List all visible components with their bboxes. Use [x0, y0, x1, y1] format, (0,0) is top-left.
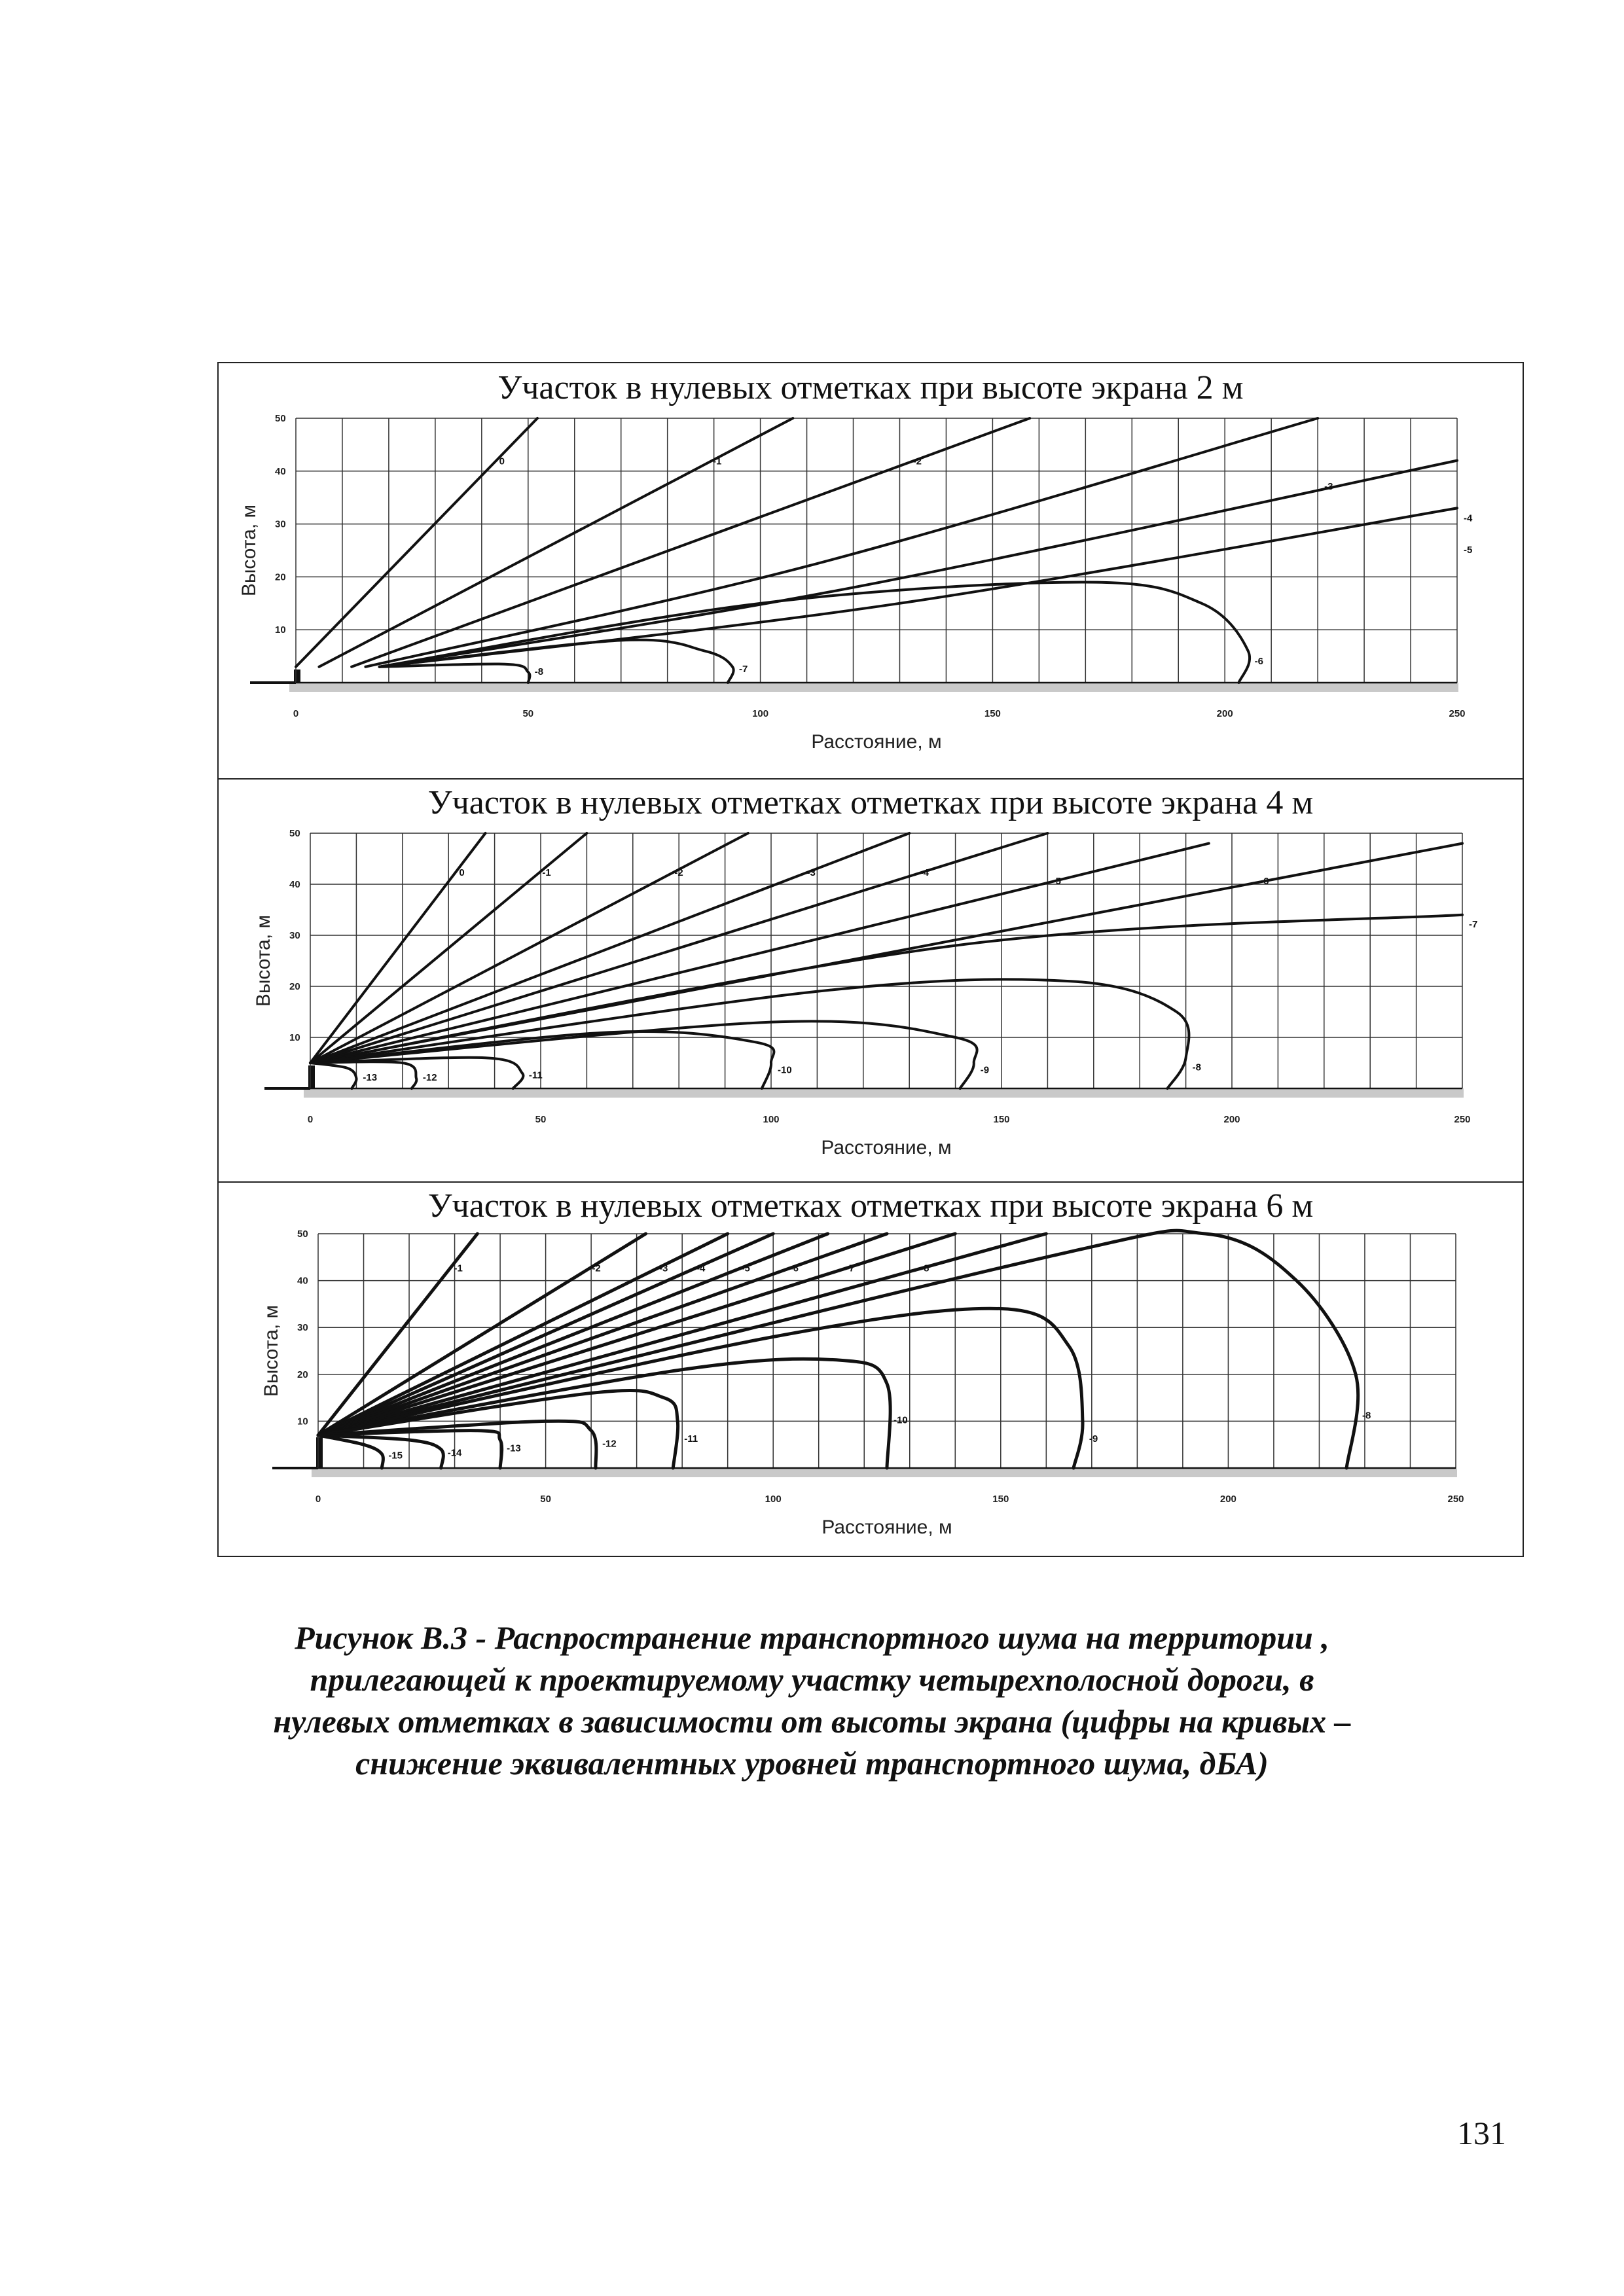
curve-label: -10	[893, 1414, 908, 1426]
series-curve	[380, 461, 1457, 667]
ground-band	[304, 1088, 1464, 1098]
x-tick-label: 0	[293, 708, 299, 719]
curve-label: -8	[534, 666, 544, 677]
series-curve	[318, 1435, 383, 1468]
x-tick-label: 0	[307, 1114, 314, 1125]
caption-line: снижение эквивалентных уровней транспортного шума, дБА)	[355, 1745, 1269, 1782]
curve-label: -2	[592, 1263, 601, 1274]
curve-label: -7	[1469, 919, 1478, 931]
y-tick-label: 20	[297, 1369, 308, 1380]
figure-caption	[196, 1617, 1428, 1784]
chart-panel-6m	[219, 1181, 1523, 1556]
curve-label: -5	[1464, 545, 1473, 556]
curve-label: -3	[659, 1263, 668, 1274]
chart-panel-2m	[219, 363, 1523, 778]
curve-label: -10	[778, 1064, 792, 1076]
curve-label: -13	[363, 1072, 378, 1084]
curve-label: -11	[684, 1433, 698, 1445]
y-axis-label: Высота, м	[253, 914, 274, 1007]
x-tick-label: 150	[993, 1114, 1010, 1125]
x-tick-label: 50	[540, 1494, 551, 1505]
x-tick-label: 200	[1223, 1114, 1240, 1125]
x-tick-label: 50	[535, 1114, 547, 1125]
curve-label: -6	[1260, 875, 1269, 887]
chart-4m	[219, 824, 1523, 1181]
y-tick-label: 40	[289, 879, 300, 890]
y-tick-label: 50	[297, 1229, 308, 1240]
curve-label: 0	[499, 456, 505, 467]
curve-label: -2	[912, 456, 922, 467]
y-tick-label: 20	[275, 571, 286, 583]
curve-label: -14	[447, 1447, 462, 1459]
y-tick-label: 40	[275, 465, 286, 477]
figure-table	[217, 362, 1524, 1557]
curve-label: -2	[674, 867, 683, 879]
curve-label: 0	[459, 867, 465, 879]
x-axis-label: Расстояние, м	[811, 731, 942, 753]
y-tick-label: 20	[289, 981, 300, 992]
x-tick-label: 100	[765, 1494, 782, 1505]
curve-label: -4	[920, 867, 929, 879]
curve-label: -4	[1464, 512, 1473, 524]
curve-label: -12	[602, 1438, 617, 1450]
x-tick-label: 200	[1216, 708, 1233, 719]
y-tick-label: 40	[297, 1275, 308, 1287]
series-curve	[310, 844, 1209, 1063]
caption-line: нулевых отметках в зависимости от высоты экрана (цифры на кривых –	[273, 1703, 1351, 1740]
y-tick-label: 30	[289, 930, 300, 941]
curve-label: -1	[712, 456, 722, 467]
caption-line: Рисунок В.3 - Распространение транспортного шума на территории ,	[295, 1619, 1329, 1656]
x-tick-label: 150	[984, 708, 1001, 719]
chart-6m	[219, 1226, 1523, 1556]
series-curve	[380, 664, 530, 683]
curve-label: -6	[1254, 655, 1264, 667]
x-tick-label: 250	[1447, 1494, 1464, 1505]
curve-label: -6	[789, 1263, 799, 1274]
curve-label: -13	[507, 1443, 521, 1454]
x-axis-label: Расстояние, м	[821, 1137, 952, 1158]
series-curve	[310, 1063, 357, 1088]
series-curve	[318, 1230, 1358, 1468]
series-curve	[310, 915, 1462, 1063]
curve-label: -4	[696, 1263, 706, 1274]
page-number: 131	[1457, 2115, 1506, 2151]
chart-panel-4m	[219, 778, 1523, 1181]
noise-screen	[294, 670, 300, 683]
x-tick-label: 200	[1219, 1494, 1236, 1505]
curve-label: -8	[1192, 1062, 1201, 1073]
y-tick-label: 30	[297, 1322, 308, 1334]
x-tick-label: 100	[763, 1114, 780, 1125]
x-tick-label: 150	[992, 1494, 1009, 1505]
curve-label: -11	[528, 1069, 543, 1081]
y-tick-label: 10	[275, 624, 286, 636]
x-axis-label: Расстояние, м	[821, 1516, 952, 1538]
curve-label: -12	[422, 1072, 437, 1084]
ground-band	[312, 1468, 1457, 1477]
curve-label: -5	[741, 1263, 750, 1274]
series-curve	[380, 508, 1457, 666]
curve-label: -5	[1052, 875, 1062, 887]
series-curve	[318, 1234, 828, 1435]
curve-label: -9	[1089, 1433, 1098, 1445]
curve-label: -1	[542, 867, 551, 879]
y-tick-label: 50	[289, 828, 300, 839]
y-tick-label: 10	[289, 1032, 300, 1043]
y-tick-label: 10	[297, 1416, 308, 1427]
x-tick-label: 250	[1454, 1114, 1471, 1125]
x-tick-label: 0	[315, 1494, 321, 1505]
y-tick-label: 50	[275, 413, 286, 424]
x-tick-label: 50	[522, 708, 534, 719]
curve-label: -8	[1362, 1410, 1371, 1422]
curve-label: -3	[806, 867, 816, 879]
x-tick-label: 250	[1449, 708, 1466, 719]
curve-label: -15	[388, 1450, 403, 1462]
panel-title: Участок в нулевых отметках отметках при высоте экрана 4 м	[427, 784, 1314, 821]
curve-label: -1	[454, 1263, 463, 1274]
series-curve	[380, 582, 1250, 683]
chart-2m	[219, 409, 1523, 776]
panel-title: Участок в нулевых отметках при высоте экрана 2 м	[497, 369, 1244, 406]
y-tick-label: 30	[275, 518, 286, 530]
curve-label: -7	[739, 663, 748, 675]
noise-screen	[308, 1066, 315, 1088]
noise-screen	[316, 1437, 323, 1468]
series-curve	[310, 833, 909, 1063]
caption-line: прилегающей к проектируемому участку четырехполосной дороги, в	[310, 1661, 1314, 1698]
panel-title: Участок в нулевых отметках отметках при высоте экрана 6 м	[427, 1187, 1314, 1225]
curve-label: -9	[980, 1064, 990, 1076]
x-tick-label: 100	[752, 708, 769, 719]
ground-band	[289, 683, 1458, 692]
curve-label: -3	[1324, 481, 1333, 493]
series-curve	[310, 979, 1189, 1088]
series-curve	[318, 1234, 887, 1435]
curve-label: -7	[846, 1263, 855, 1274]
y-axis-label: Высота, м	[238, 504, 260, 597]
series-curve	[380, 640, 734, 683]
curve-label: -8	[920, 1263, 929, 1274]
y-axis-label: Высота, м	[261, 1304, 282, 1397]
